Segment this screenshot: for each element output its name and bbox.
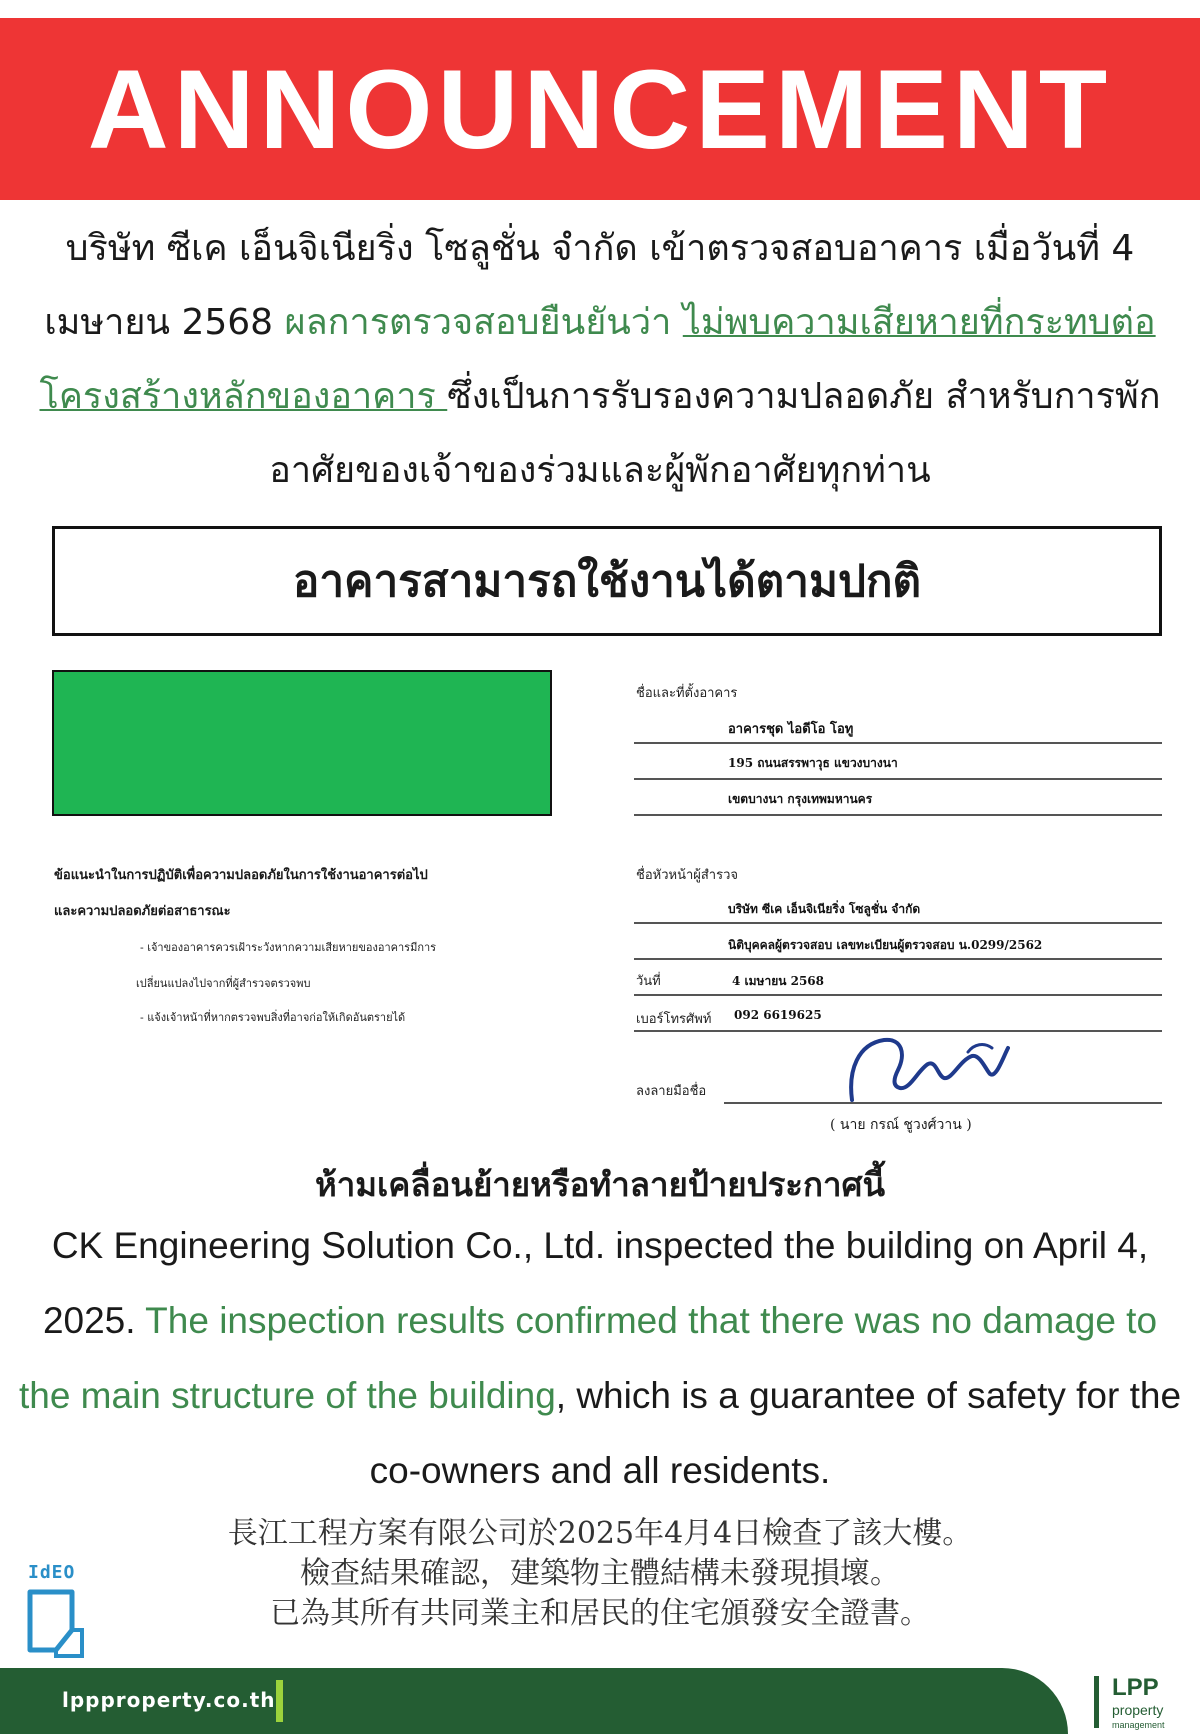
english-text-part3: , which is a guarantee of safety for the co-owners and all residents. [369, 1375, 1182, 1491]
address-line1: 195 ถนนสรรพาวุธ แขวงบางนา [728, 756, 898, 770]
signature-mark [840, 1030, 1010, 1106]
banner-title: ANNOUNCEMENT [87, 46, 1113, 172]
lpp-logo-title: LPP [1112, 1674, 1159, 1701]
announcement-banner [0, 18, 1200, 200]
signer-name: ( นาย กรณ์ ชูวงศ์วาน ) [830, 1117, 972, 1133]
form-rule [634, 994, 1162, 996]
form-rule [634, 814, 1162, 816]
signature-label: ลงลายมือชื่อ [636, 1084, 707, 1099]
thai-text-part1: บริษัท ซีเค เอ็นจิเนียริ่ง โซลูชั่น จำกัด เข้าตรวจสอบอาคาร เมื่อวันที่ 4 เมษายน 2568 [44, 228, 1135, 343]
advice-item2: - แจ้งเจ้าหน้าที่หากตรวจพบสิ่งที่อาจก่อให้เกิดอันตรายได้ [140, 1011, 406, 1024]
signature-rule [724, 1102, 1162, 1104]
lpp-logo-sub1: property [1112, 1702, 1164, 1718]
advice-item1-line2: เปลี่ยนแปลงไปจากที่ผู้สำรวจตรวจพบ [136, 977, 311, 990]
green-status-panel [52, 670, 552, 816]
form-rule [634, 742, 1162, 744]
building-status-box [52, 526, 1162, 636]
advice-title-line2: และความปลอดภัยต่อสาธารณะ [54, 904, 231, 919]
date-value: 4 เมษายน 2568 [732, 974, 824, 988]
building-name: อาคารชุด ไอดีโอ โอทู [728, 722, 854, 737]
advice-title-line1: ข้อแนะนำในการปฏิบัติเพื่อความปลอดภัยในการใช้งานอาคารต่อไป [54, 868, 428, 883]
inspector-label: ชื่อหัวหน้าผู้สำรวจ [636, 868, 739, 883]
advice-item1-line1: - เจ้าของอาคารควรเฝ้าระวังหากความเสียหายของอาคารมีการ [140, 941, 437, 954]
english-text-highlight: The inspection results confirmed that there was no damage to the main structure of the building [18, 1300, 1158, 1416]
chinese-announcement [140, 1514, 1060, 1634]
form-rule [634, 922, 1162, 924]
address-line2: เขตบางนา กรุงเทพมหานคร [728, 792, 873, 806]
phone-value: 092 6619625 [734, 1008, 822, 1022]
inspector-company: บริษัท ซีเค เอ็นจิเนียริ่ง โซลูชั่น จำกัด [728, 902, 921, 916]
svg-text:IdEO: IdEO [28, 1562, 76, 1583]
chinese-line1: 長江工程方案有限公司於2025年4月4日檢查了該大樓。 [227, 1516, 973, 1551]
lpp-logo-bar [1094, 1676, 1099, 1728]
building-status-text: อาคารสามารถใช้งานได้ตามปกติ [292, 556, 922, 607]
lpp-logo-sub2: management [1112, 1720, 1165, 1730]
form-rule [634, 958, 1162, 960]
do-not-remove-warning: ห้ามเคลื่อนย้ายหรือทำลายป้ายประกาศนี้ [314, 1165, 886, 1204]
chinese-line2: 檢查結果確認，建築物主體結構未發現損壞。 [300, 1556, 900, 1591]
thai-text-highlight-underlined: ไม่พบความเสียหายที่กระทบต่อโครงสร้างหลักของอาคาร [39, 302, 1156, 417]
footer-divider [276, 1680, 283, 1722]
date-label: วันที่ [636, 974, 661, 989]
chinese-line3: 已為其所有共同業主和居民的住宅頒發安全證書。 [270, 1596, 930, 1631]
phone-label: เบอร์โทรศัพท์ [636, 1012, 712, 1027]
thai-text-highlight: ผลการตรวจสอบยืนยันว่า [284, 302, 683, 343]
thai-announcement [20, 212, 1180, 508]
english-text-part1: CK Engineering Solution Co., Ltd. inspected the building on April 4, 2025. [42, 1225, 1149, 1341]
footer-website-link[interactable]: lppproperty.co.th [62, 1688, 276, 1712]
ideo-logo [26, 1560, 88, 1660]
form-rule [634, 778, 1162, 780]
thai-text-part4: ซึ่งเป็นการรับรองความปลอดภัย สำหรับการพักอาศัยของเจ้าของร่วมและผู้พักอาศัยทุกท่าน [269, 376, 1161, 491]
inspector-license: นิติบุคคลผู้ตรวจสอบ เลขทะเบียนผู้ตรวจสอบ น.0299/2562 [728, 938, 1043, 952]
english-announcement [16, 1208, 1184, 1508]
building-label: ชื่อและที่ตั้งอาคาร [636, 686, 738, 701]
